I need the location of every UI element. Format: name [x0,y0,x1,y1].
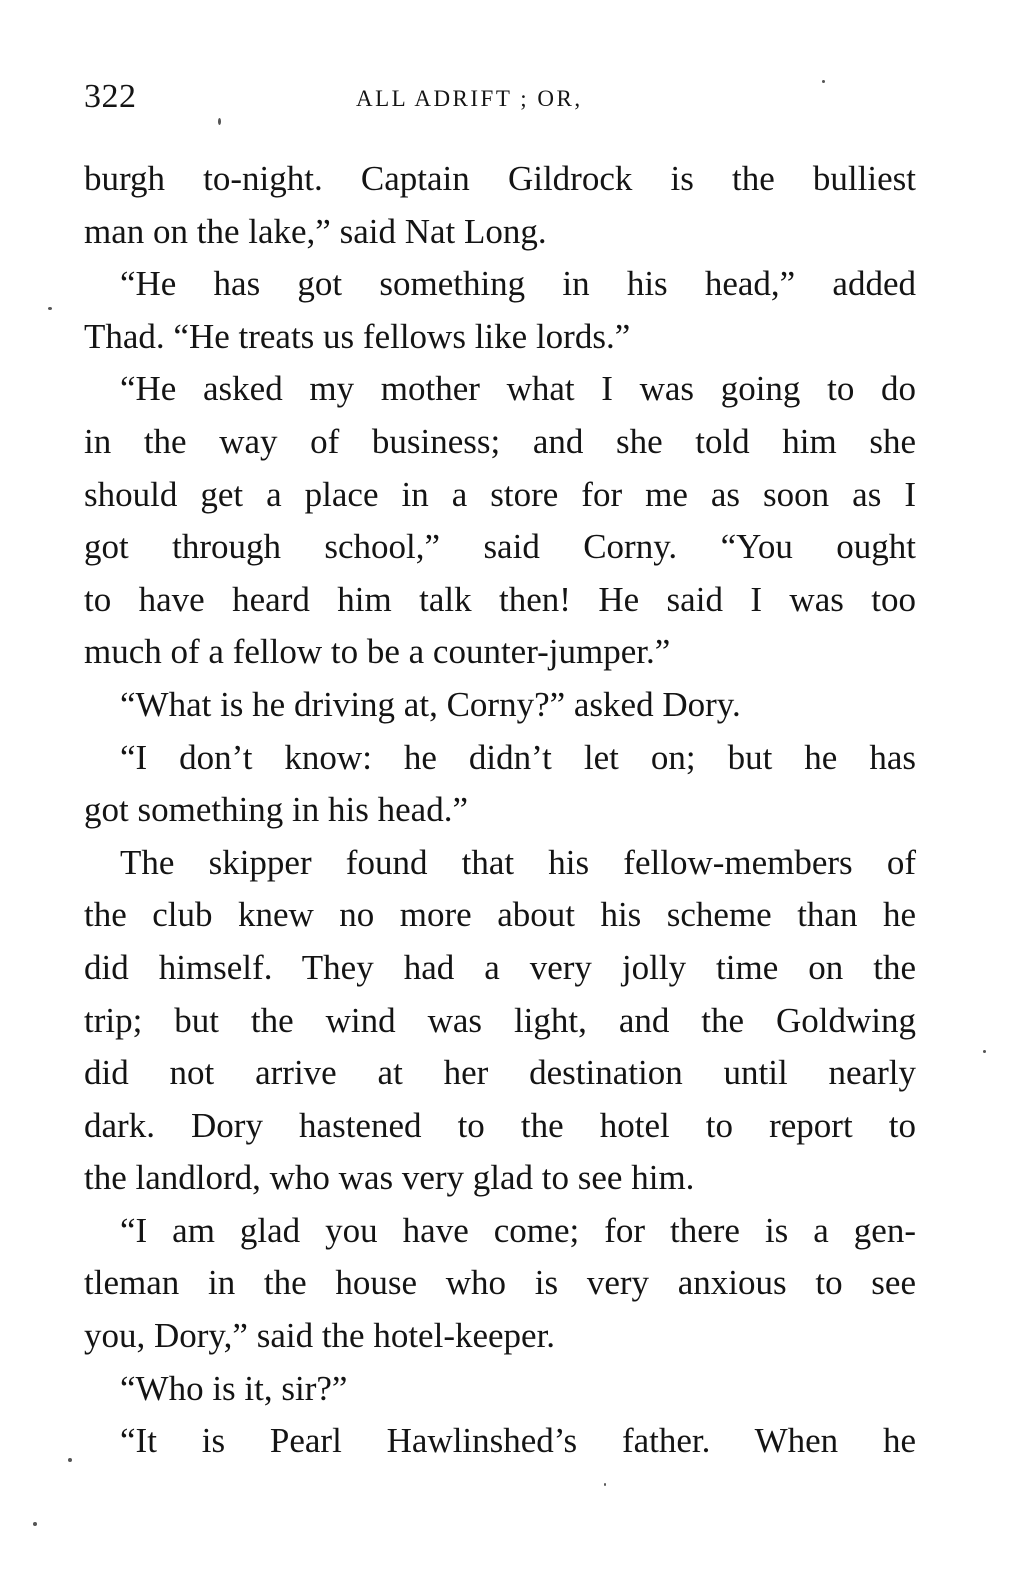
scan-speck [68,1458,72,1462]
text-line: did himself. They had a very jolly time on the [84,947,916,987]
text-line: you, Dory,” said the hotel-keeper. [84,1316,556,1356]
text-line: “He asked my mother what I was going to do [120,369,916,409]
text-line: the landlord, who was very glad to see him. [84,1158,695,1198]
text-line: dark. Dory hastened to the hotel to report to [84,1105,916,1145]
scan-speck [48,307,52,310]
scan-speck [604,1483,606,1486]
text-line: burgh to-night. Captain Gildrock is the bulliest [84,159,916,198]
scan-speck [822,80,825,83]
running-title: ALL ADRIFT ; OR, [356,86,583,111]
text-line: in the way of business; and she told him she [84,421,916,461]
text-line: should get a place in a store for me as soon as I [84,474,916,514]
text-line: did not arrive at her destination until nearly [84,1053,916,1093]
text-line: tleman in the house who is very anxious to see [84,1263,916,1303]
text-line: much of a fellow to be a counter-jumper.” [84,632,671,672]
text-line: the club knew no more about his scheme than he [84,895,916,935]
text-line: “It is Pearl Hawlinshed’s father. When he [120,1421,916,1461]
text-line: “I am glad you have come; for there is a gen- [120,1210,916,1250]
scan-speck [983,1050,986,1053]
text-line: to have heard him talk then! He said I was too [84,579,916,619]
page-number: 322 [84,78,137,115]
text-line: got through school,” said Corny. “You ought [84,527,916,567]
body-text [84,153,916,1468]
scan-speck [33,1522,37,1526]
text-line: “I don’t know: he didn’t let on; but he has [120,737,916,777]
text-line: Thad. “He treats us fellows like lords.” [84,316,631,356]
text-line: man on the lake,” said Nat Long. [84,211,547,251]
text-line: “What is he driving at, Corny?” asked Dory. [120,684,741,724]
page-header [84,72,916,120]
scan-speck [218,118,221,125]
text-line: got something in his head.” [84,790,468,830]
text-line: “Who is it, sir?” [120,1368,348,1408]
text-line: “He has got something in his head,” added [120,264,916,304]
text-line: The skipper found that his fellow-members of [120,842,916,882]
text-line: trip; but the wind was light, and the Goldwing [84,1000,916,1040]
